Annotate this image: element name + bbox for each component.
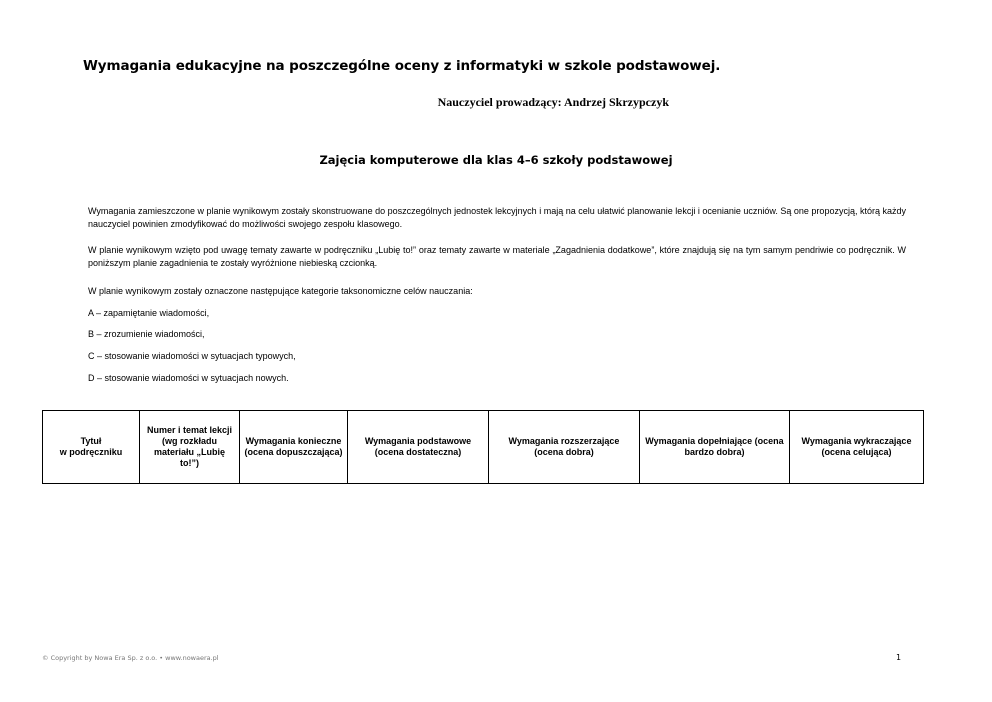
footer-copyright: © Copyright by Nowa Era Sp. z o.o. • www.nowaera.pl bbox=[42, 654, 219, 662]
header-requirements-exceeding bbox=[790, 411, 924, 484]
document-title: Wymagania edukacyjne na poszczególne oceny z informatyki w szkole podstawowej. bbox=[83, 58, 721, 74]
intro-paragraph-2: W planie wynikowym wzięto pod uwagę tematy zawarte w podręczniku „Lubię to!” oraz tematy zawarte w materiale „Zagadnienia dodatkowe”, które znajdują się na tym samym pendriwie co podręcznik. W poniższym planie zagadnienia te zostały wyróżnione niebieską czcionką. bbox=[88, 245, 906, 268]
intro-paragraph-3: W planie wynikowym zostały oznaczone następujące kategorie taksonomiczne celów nauczania: bbox=[88, 286, 473, 296]
page-number: 1 bbox=[896, 653, 902, 662]
document-subtitle: Zajęcia komputerowe dla klas 4–6 szkoły podstawowej bbox=[319, 153, 673, 167]
header-title-in-textbook bbox=[43, 411, 140, 484]
header-title-line-1: Tytuł bbox=[80, 436, 102, 446]
header-complementary-label: Wymagania dopełniające (ocena bardzo dobra) bbox=[645, 436, 784, 457]
category-item-c: C – stosowanie wiadomości w sytuacjach typowych, bbox=[88, 351, 296, 361]
header-exceeding-label: Wymagania wykraczające (ocena celująca) bbox=[801, 436, 912, 457]
header-required-label: Wymagania konieczne (ocena dopuszczająca) bbox=[244, 436, 343, 457]
header-lesson-line-2: (wg rozkładu materiału „Lubię to!”) bbox=[153, 436, 225, 468]
header-lesson-number bbox=[140, 411, 240, 484]
category-item-b: B – zrozumienie wiadomości, bbox=[88, 329, 205, 339]
header-basic-label: Wymagania podstawowe (ocena dostateczna) bbox=[364, 436, 472, 457]
table-header-row bbox=[43, 411, 924, 484]
header-requirements-basic bbox=[348, 411, 489, 484]
header-lesson-line-1: Numer i temat lekcji bbox=[146, 425, 233, 435]
intro-paragraph-1: Wymagania zamieszczone w planie wynikowym zostały skonstruowane do poszczególnych jednostek lekcyjnych i mają na celu ułatwić planowanie lekcji i ocenianie uczniów. Są one propozycją, którą każdy nauczyciel powinien zmodyfikować do możliwości swojego zespołu klasowego. bbox=[88, 206, 906, 229]
header-requirements-complementary bbox=[640, 411, 790, 484]
header-requirements-extended bbox=[489, 411, 640, 484]
category-item-a: A – zapamiętanie wiadomości, bbox=[88, 308, 210, 318]
requirements-table bbox=[42, 410, 924, 484]
category-item-d: D – stosowanie wiadomości w sytuacjach nowych. bbox=[88, 373, 289, 383]
teacher-line: Nauczyciel prowadzący: Andrzej Skrzypczyk bbox=[437, 95, 669, 109]
header-requirements-required bbox=[240, 411, 348, 484]
header-title-line-2: w podręczniku bbox=[59, 447, 123, 457]
header-extended-label: Wymagania rozszerzające (ocena dobra) bbox=[508, 436, 620, 457]
